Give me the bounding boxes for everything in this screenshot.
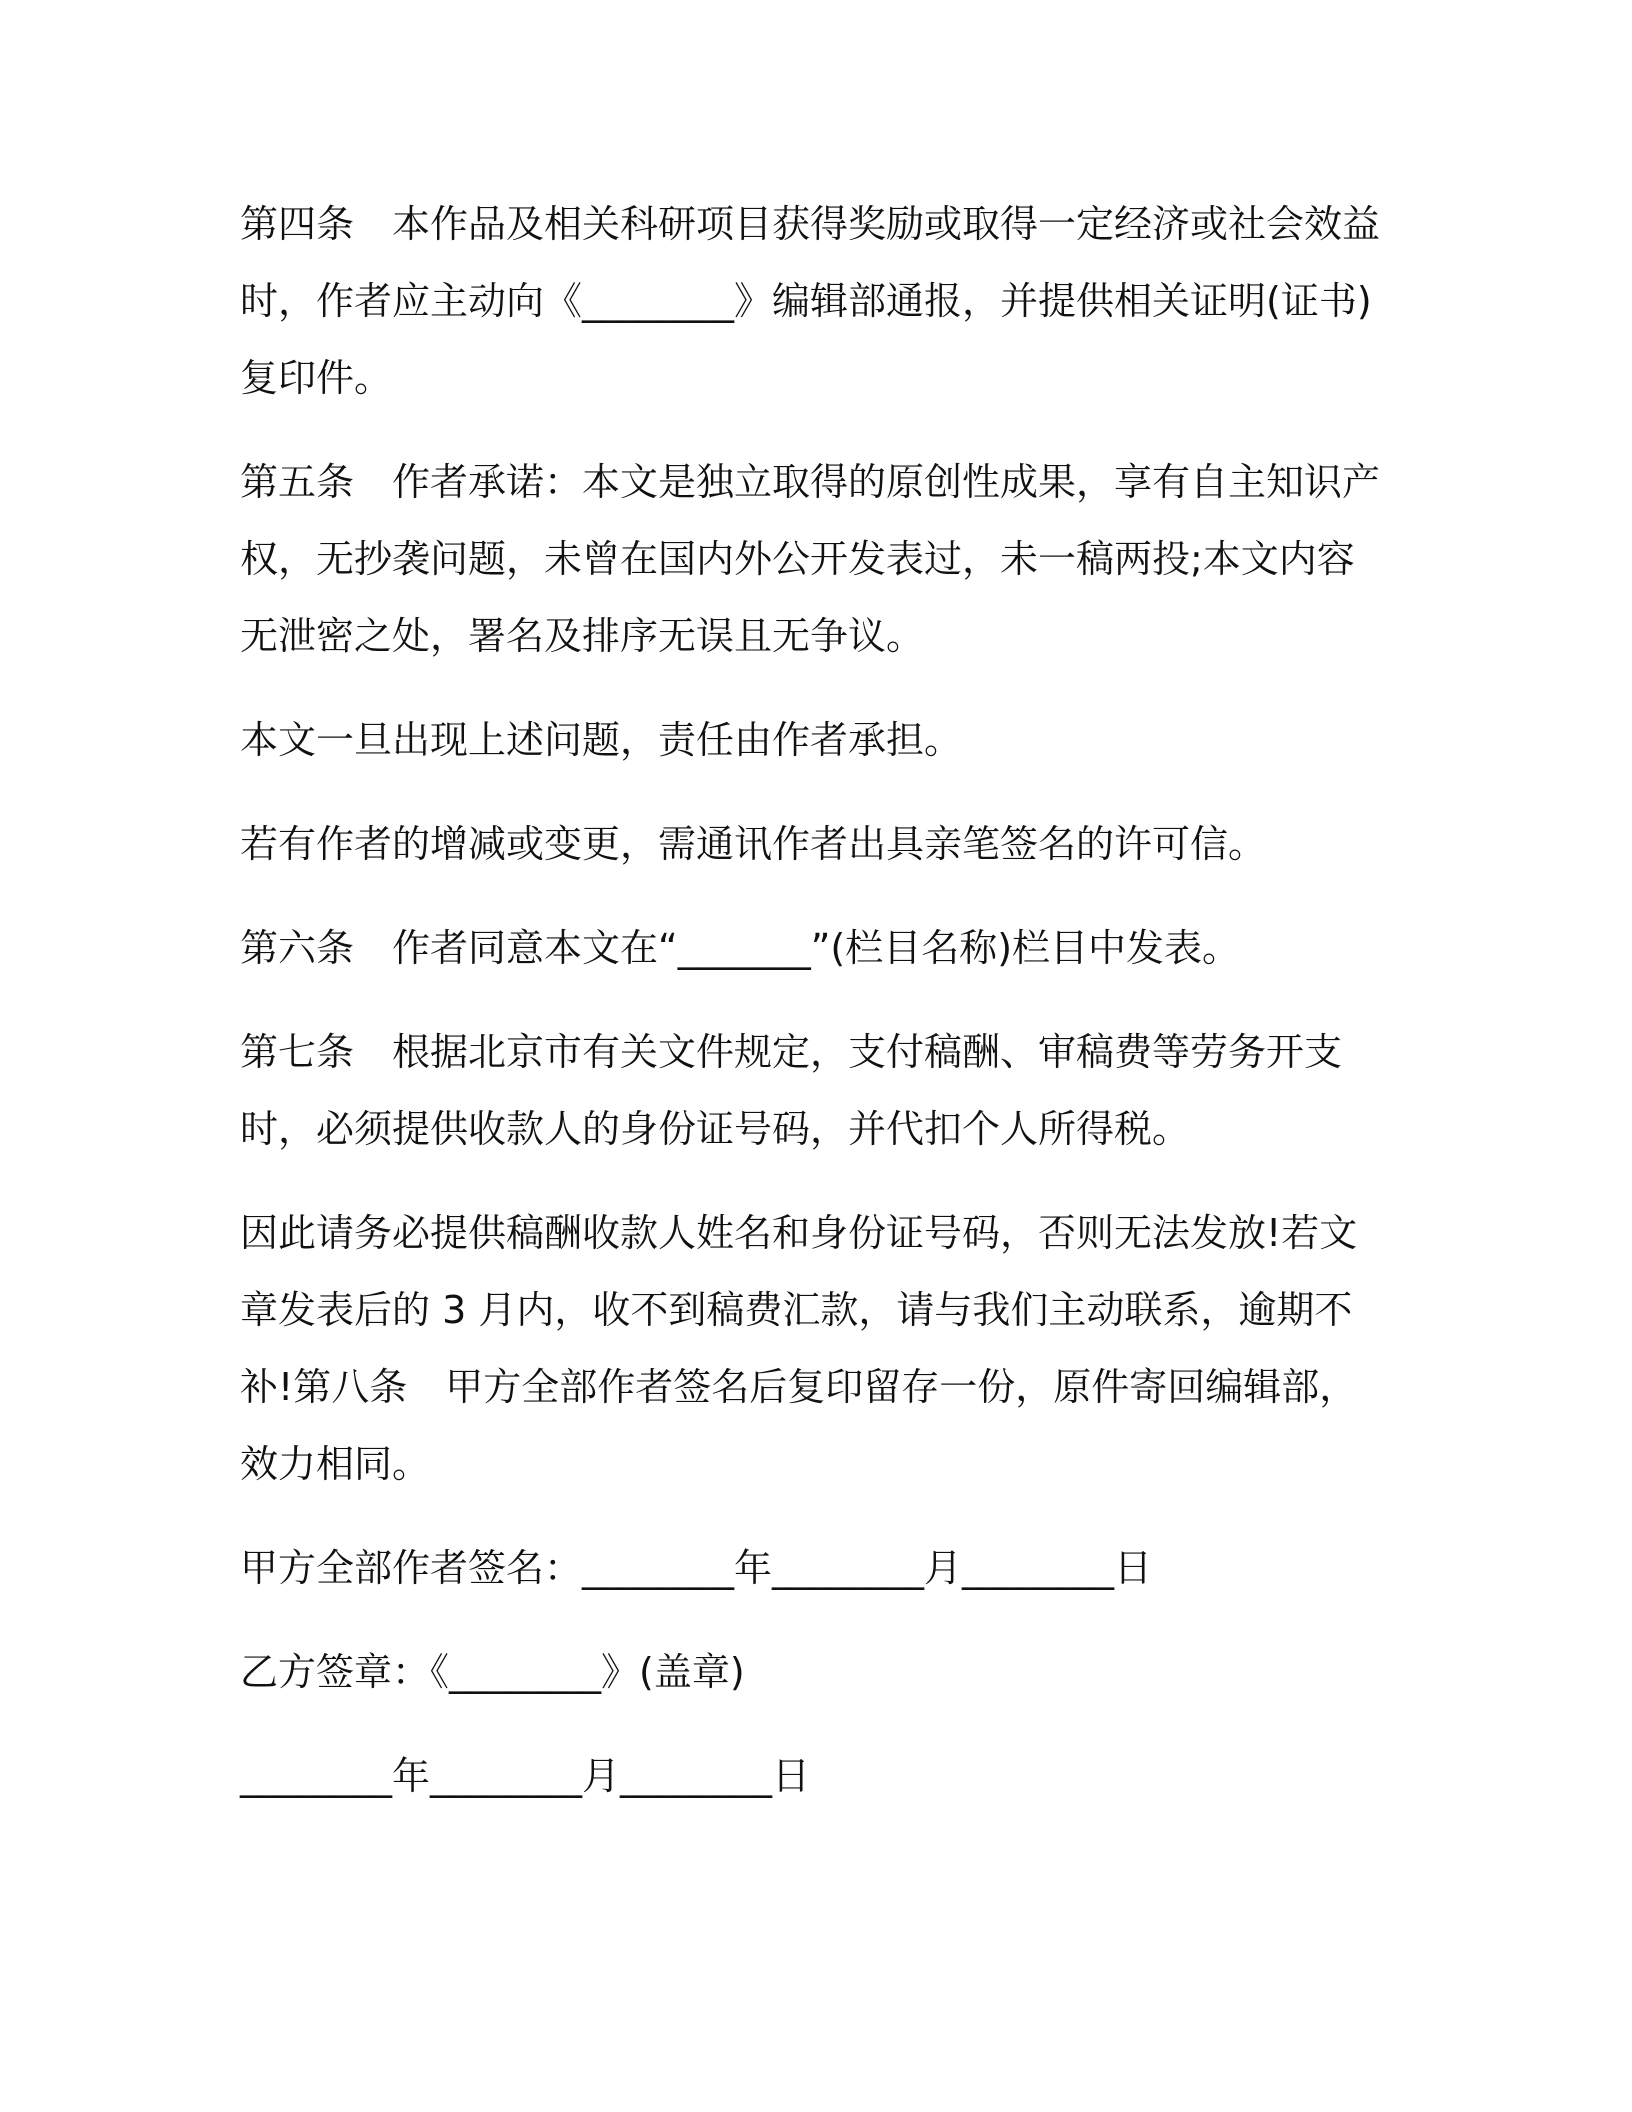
liability-paragraph: 本文一旦出现上述问题，责任由作者承担。 <box>240 718 963 762</box>
article-7-paragraph: 第七条 根据北京市有关文件规定，支付稿酬、审稿费等劳务开支时，必须提供收款人的身份证号码，并代扣个人所得税。 <box>240 1030 1343 1151</box>
author-change-paragraph: 若有作者的增减或变更，需通讯作者出具亲笔签名的许可信。 <box>240 822 1267 866</box>
article-5-paragraph: 第五条 作者承诺：本文是独立取得的原创性成果，享有自主知识产权，无抄袭问题，未曾在国内外公开发表过，未一稿两投;本文内容无泄密之处，署名及排序无误且无争议。 <box>240 460 1381 658</box>
party-a-signature-line: 甲方全部作者签名：________年________月________日 <box>240 1546 1153 1590</box>
article-6-paragraph: 第六条 作者同意本文在“_______”(栏目名称)栏目中发表。 <box>240 926 1241 970</box>
party-b-seal-line: 乙方签章：《________》(盖章) <box>240 1650 745 1694</box>
payment-and-article-8-paragraph: 因此请务必提供稿酬收款人姓名和身份证号码，否则无法发放!若文章发表后的 3 月内，收不到稿费汇款，请与我们主动联系，逾期不补!第八条 甲方全部作者签名后复印留存一份，原件寄回编辑部，效力相同。 <box>240 1211 1358 1486</box>
article-4-paragraph: 第四条 本作品及相关科研项目获得奖励或取得一定经济或社会效益时，作者应主动向《________》编辑部通报，并提供相关证明(证书)复印件。 <box>240 202 1381 400</box>
date-line: ________年________月________日 <box>240 1754 811 1798</box>
document-body <box>240 186 1390 1815</box>
